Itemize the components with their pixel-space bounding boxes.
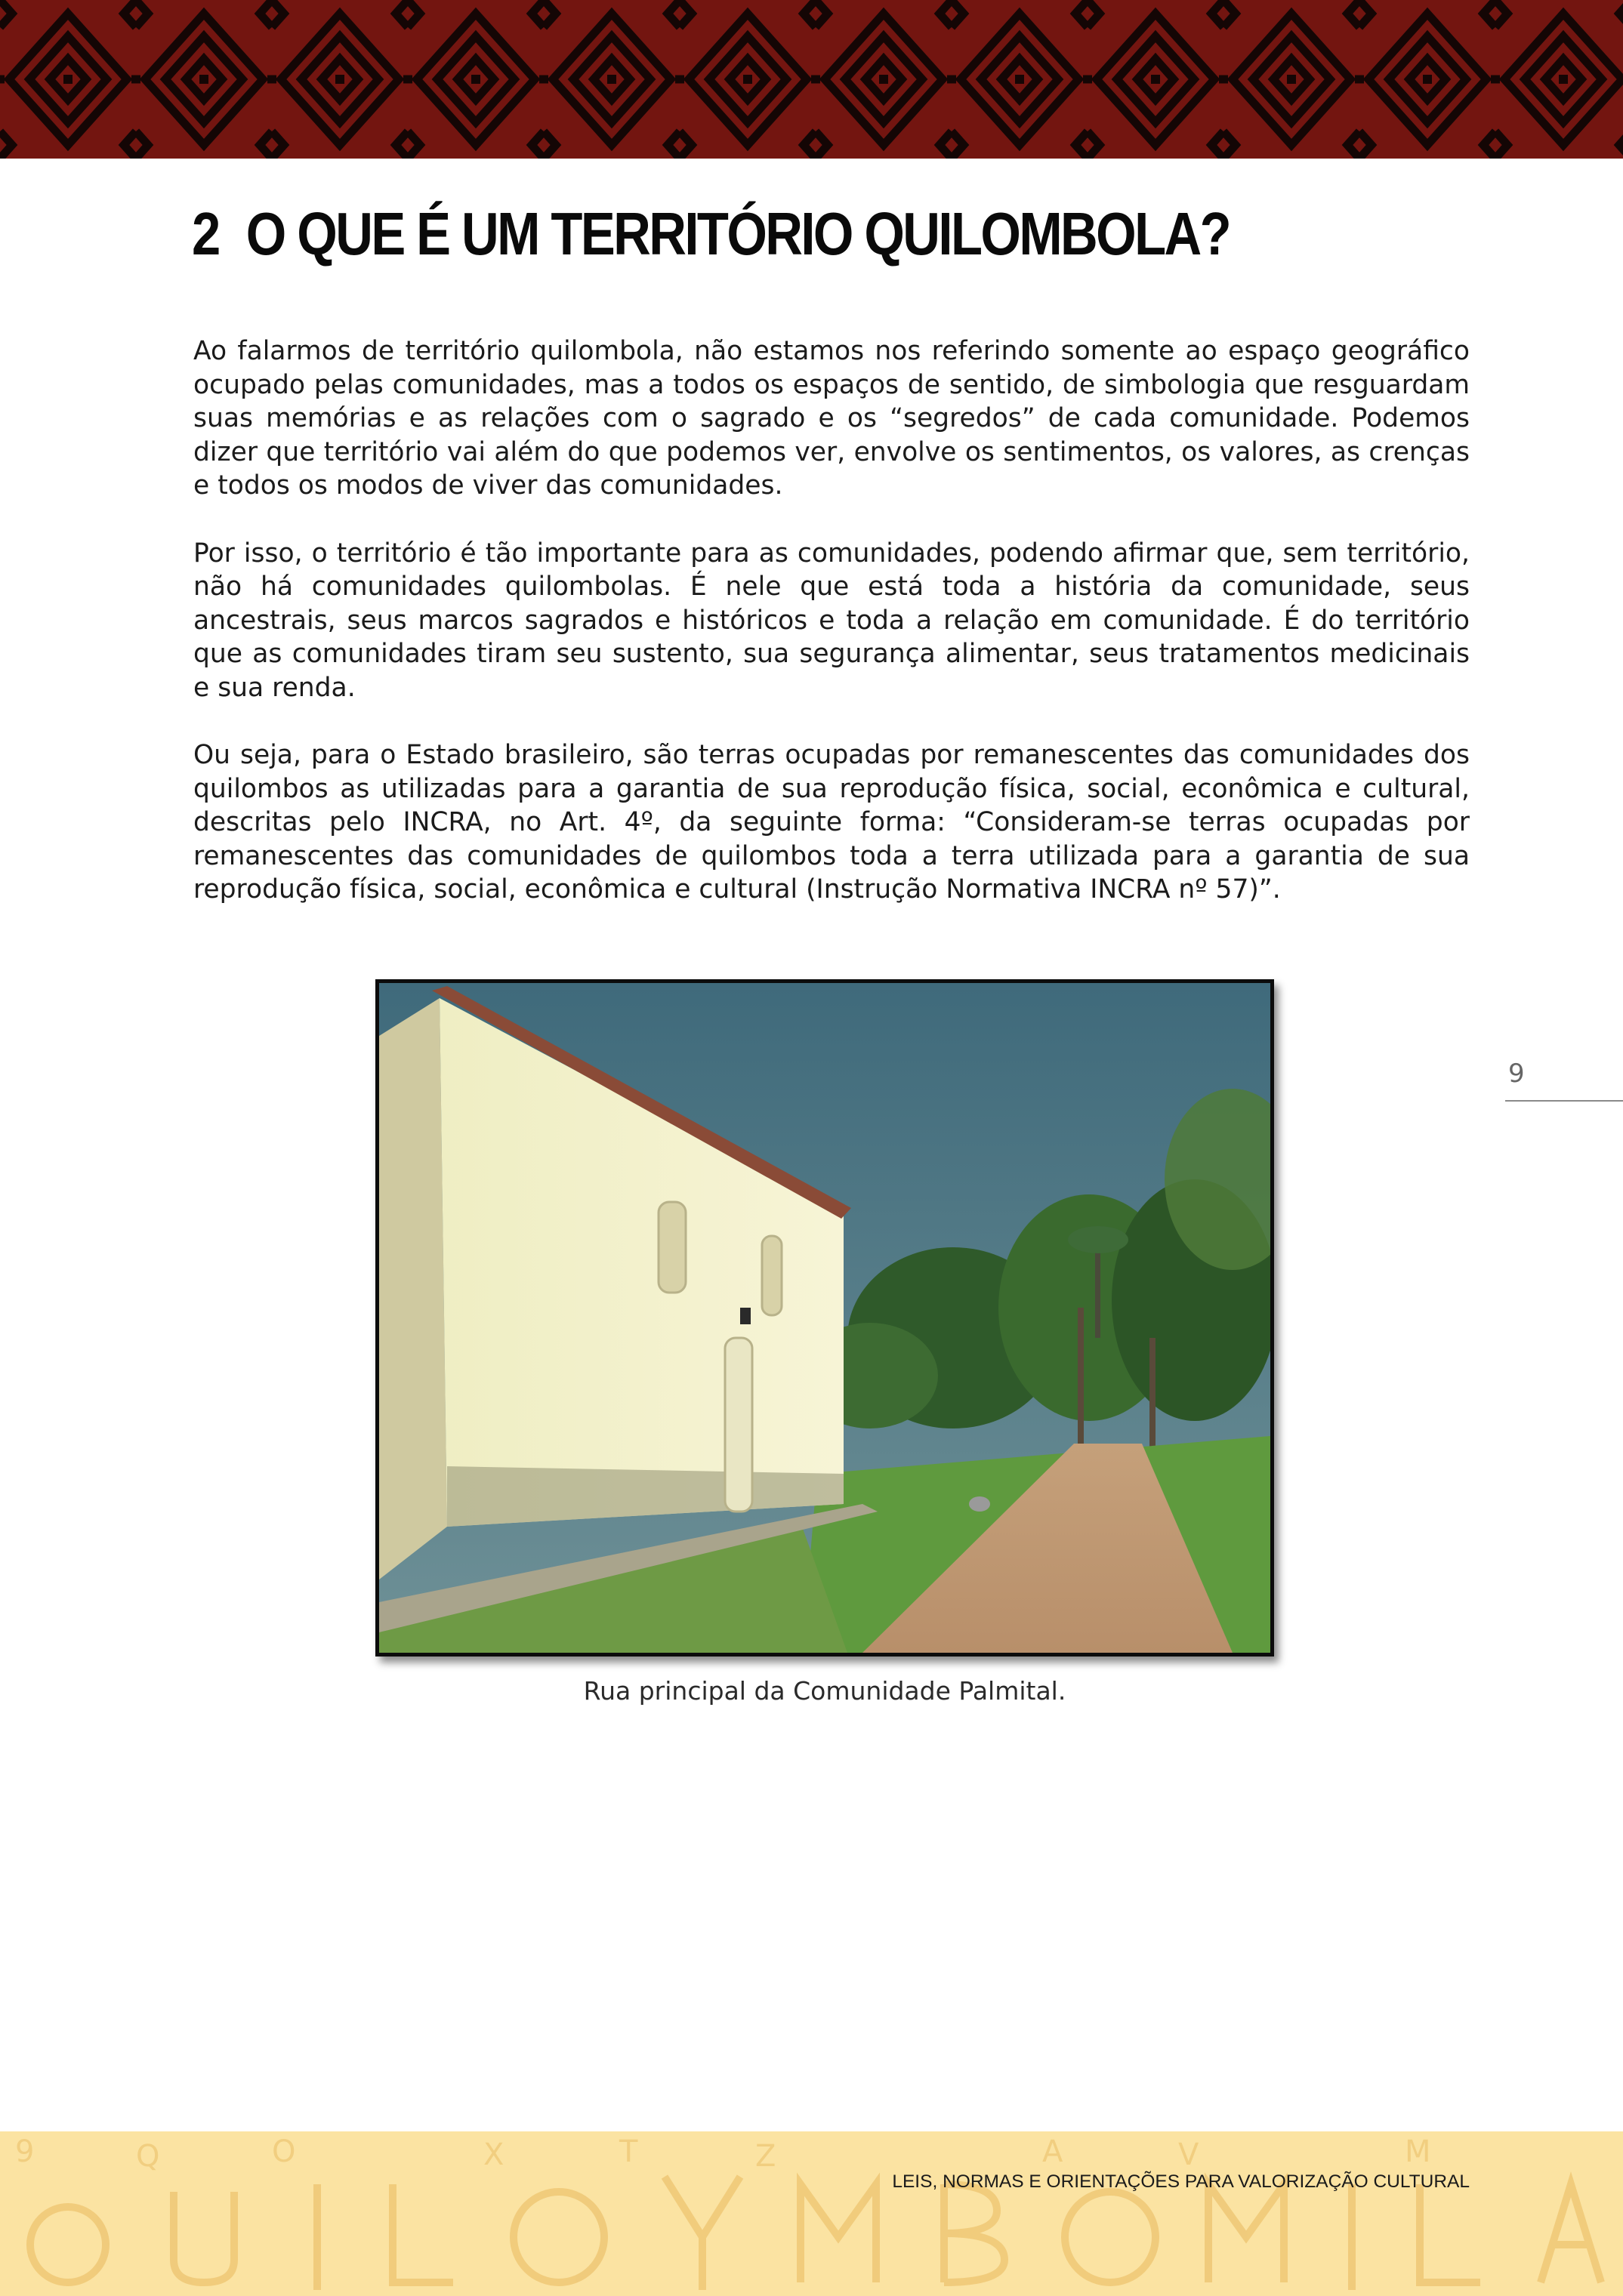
svg-text:Q: Q	[136, 2139, 160, 2174]
footer-title: LEIS, NORMAS E ORIENTAÇÕES PARA VALORIZAÇÃO CULTURAL	[892, 2171, 1470, 2192]
paragraph-2: Por isso, o território é tão importante para as comunidades, podendo afirmar que, sem território, não há comunidades quilombolas. É nele que está toda a história da comunidade, seus ancestrais, seus marcos sagrados e históricos e toda a relação em comunidade. É do território que as comunidades tiram seu sustento, sua segurança alimentar, seus tratamentos medicinais e sua renda.	[193, 538, 1470, 703]
section-title: O QUE É UM TERRITÓRIO QUILOMBOLA?	[245, 200, 1230, 267]
page-title	[192, 193, 1230, 276]
svg-text:Z: Z	[755, 2139, 776, 2174]
svg-text:A: A	[1042, 2134, 1063, 2169]
photo-community-street	[375, 979, 1274, 1657]
svg-text:X: X	[483, 2137, 504, 2172]
header-pattern-band	[0, 0, 1623, 159]
section-number: 2	[192, 200, 219, 267]
page-number-rule	[1505, 1100, 1623, 1102]
body-text	[193, 334, 1470, 941]
svg-text:9: 9	[15, 2134, 35, 2169]
photo-caption: Rua principal da Comunidade Palmital.	[583, 1676, 1066, 1706]
svg-text:M: M	[1405, 2134, 1431, 2169]
svg-text:O: O	[272, 2134, 296, 2169]
paragraph-1: Ao falarmos de território quilombola, não estamos nos referindo somente ao espaço geográfico ocupado pelas comunidades, mas a todos os espaços de sentido, de simbologia que resguardam suas memórias e as relações com o sagrado e os “segredos” de cada comunidade. Podemos dizer que território vai além do que podemos ver, envolve os sentimentos, os valores, as crenças e todos os modos de viver das comunidades.	[193, 336, 1470, 501]
footer-band	[0, 2131, 1623, 2296]
paragraph-3: Ou seja, para o Estado brasileiro, são terras ocupadas por remanescentes das comunidades dos quilombos as utilizadas para a garantia de sua reprodução física, social, econômica e cultural, descritas pelo INCRA, no Art. 4º, da seguinte forma: “Consideram-se terras ocupadas por remanescentes das comunidades de quilombos toda a terra utilizada para a garantia de sua reprodução física, social, econômica e cultural (Instrução Normativa INCRA nº 57)”.	[193, 740, 1470, 905]
page-number: 9	[1508, 1059, 1525, 1089]
svg-text:V: V	[1178, 2137, 1199, 2172]
svg-text:T: T	[619, 2134, 638, 2169]
